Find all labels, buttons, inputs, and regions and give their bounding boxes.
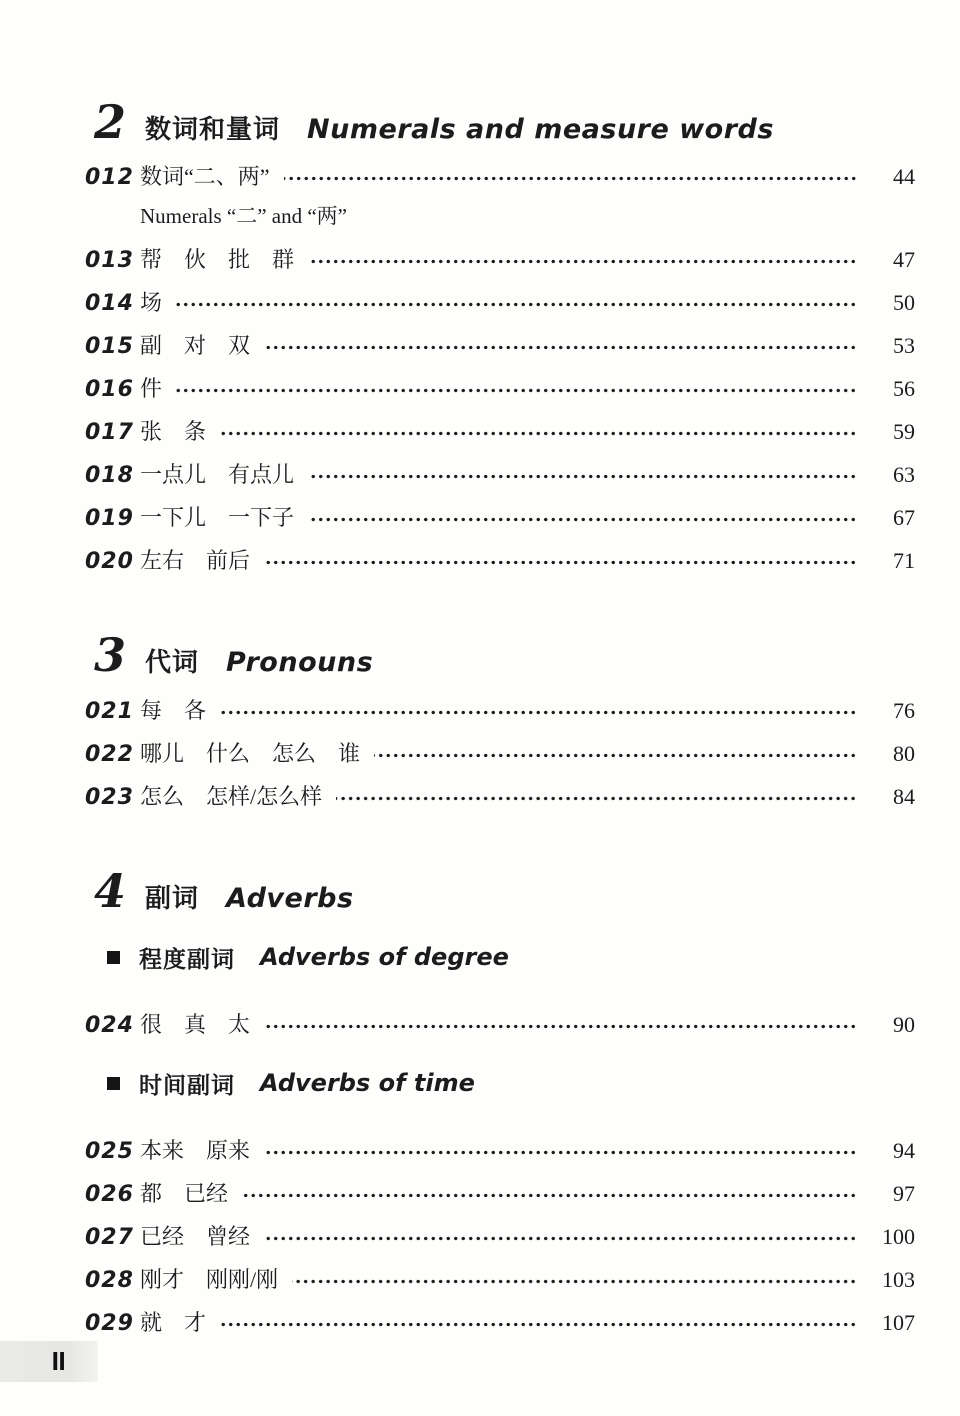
entry-title: 左右 前后 [140, 548, 251, 574]
entry-title: 都 已经 [140, 1180, 229, 1206]
entry-title: 副 对 双 [140, 333, 251, 359]
chapter-title-en: Adverbs [226, 882, 354, 914]
section-numerals [85, 95, 915, 577]
entry-title: 怎么 怎样/怎么样 [140, 783, 323, 809]
entry-page-number: 63 [893, 462, 915, 488]
entry-page-number: 44 [893, 164, 915, 190]
toc-entry [85, 1179, 915, 1210]
dot-leader [284, 173, 857, 184]
page-footer [0, 1341, 98, 1382]
entry-number: 017 [85, 420, 134, 446]
toc-entry [85, 1222, 915, 1253]
chapter-heading [85, 95, 915, 149]
entry-number: 026 [85, 1181, 134, 1207]
entry-page-number: 53 [893, 333, 915, 359]
chapter-title-en: Numerals and measure words [307, 114, 774, 145]
subsection-heading-degree [107, 941, 915, 974]
entry-number: 018 [85, 463, 134, 489]
subsection-title-en: Adverbs of time [260, 1069, 475, 1098]
toc-entry [85, 162, 915, 193]
subsection-title-zh: 时间副词 [139, 1072, 235, 1099]
toc-entry [85, 546, 915, 577]
toc-entry [85, 696, 915, 727]
toc-entry [85, 739, 915, 770]
subsection-title-zh: 程度副词 [139, 946, 235, 973]
dot-leader [308, 471, 857, 482]
entry-page-number: 103 [882, 1266, 915, 1292]
entry-number: 022 [85, 741, 134, 767]
toc-entry [85, 245, 915, 276]
entry-page-number: 80 [893, 740, 915, 766]
chapter-number: 2 [94, 95, 127, 149]
entry-title: 件 [140, 376, 163, 402]
chapter-title-en: Pronouns [226, 647, 374, 679]
entry-title: 哪儿 什么 怎么 谁 [140, 740, 361, 766]
dot-leader [264, 1147, 857, 1158]
entry-title: 场 [140, 290, 163, 316]
toc-entry [85, 1265, 915, 1296]
square-bullet-icon [107, 1077, 120, 1090]
entry-number: 021 [85, 698, 134, 724]
chapter-heading [85, 628, 915, 683]
entry-page-number: 71 [893, 548, 915, 574]
chapter-number: 3 [94, 628, 127, 683]
entry-page-number: 94 [893, 1137, 915, 1163]
entry-title: 已经 曾经 [140, 1223, 251, 1249]
entry-title: 一下儿 一下子 [140, 505, 295, 531]
entry-title: 就 才 [140, 1309, 207, 1335]
entry-number: 019 [85, 506, 134, 532]
entry-number: 014 [85, 291, 134, 317]
entry-title: 一点儿 有点儿 [140, 462, 295, 488]
entry-page-number: 100 [882, 1223, 915, 1249]
entry-page-number: 90 [893, 1011, 915, 1037]
square-bullet-icon [107, 951, 120, 964]
entry-page-number: 67 [893, 505, 915, 531]
entry-page-number: 84 [893, 783, 915, 809]
toc-entry [85, 374, 915, 405]
toc-entry [85, 417, 915, 448]
entry-page-number: 56 [893, 376, 915, 402]
entry-number: 027 [85, 1224, 134, 1250]
subsection-title-en: Adverbs of degree [260, 943, 509, 972]
entry-number: 016 [85, 377, 134, 403]
entry-number: 012 [85, 165, 134, 191]
entry-title: 本来 原来 [140, 1137, 251, 1163]
entry-title: 数词“二、两” [140, 164, 270, 190]
entry-number: 023 [85, 784, 134, 810]
dot-leader [264, 1233, 857, 1244]
toc-entry [85, 1136, 915, 1167]
toc-entry [85, 1010, 915, 1041]
toc-entry [85, 331, 915, 362]
toc-entry [85, 782, 915, 813]
entry-number: 028 [85, 1267, 134, 1293]
chapter-title-zh: 数词和量词 [145, 115, 281, 145]
chapter-heading [85, 863, 915, 918]
subsection-heading-time [107, 1067, 915, 1100]
section-pronouns [85, 628, 915, 812]
dot-leader [264, 557, 857, 568]
entry-number: 024 [85, 1012, 134, 1038]
dot-leader [176, 385, 857, 396]
toc-entry [85, 460, 915, 491]
chapter-title-zh: 副词 [145, 883, 200, 914]
entry-page-number: 50 [893, 290, 915, 316]
entry-number: 015 [85, 334, 134, 360]
entry-title: 张 条 [140, 419, 207, 445]
entry-number: 029 [85, 1310, 134, 1336]
dot-leader [264, 342, 857, 353]
toc-entry [85, 288, 915, 319]
entry-title: 帮 伙 批 群 [140, 247, 295, 273]
dot-leader [308, 256, 857, 267]
dot-leader [308, 514, 857, 525]
chapter-title-zh: 代词 [145, 648, 200, 679]
entry-page-number: 97 [893, 1180, 915, 1206]
entry-title: 很 真 太 [140, 1011, 251, 1037]
entry-page-number: 76 [893, 697, 915, 723]
dot-leader [292, 1276, 857, 1287]
entry-number: 020 [85, 549, 134, 575]
entry-page-number: 59 [893, 419, 915, 445]
entry-title: 每 各 [140, 697, 207, 723]
chapter-number: 4 [94, 863, 127, 918]
entry-number: 013 [85, 248, 134, 274]
section-adverbs [85, 863, 915, 1339]
dot-leader [374, 750, 857, 761]
dot-leader [220, 707, 857, 718]
toc-entry [85, 1308, 915, 1339]
dot-leader [176, 299, 857, 310]
dot-leader [220, 1319, 857, 1330]
footer-page-number: II [51, 1347, 66, 1376]
dot-leader [242, 1190, 857, 1201]
dot-leader [220, 428, 857, 439]
entry-page-number: 47 [893, 247, 915, 273]
entry-page-number: 107 [882, 1309, 915, 1335]
entry-number: 025 [85, 1138, 134, 1164]
entry-title: 刚才 刚刚/刚 [140, 1266, 279, 1292]
entry-subtitle: Numerals “二” and “两” [140, 204, 347, 229]
toc-entry [85, 503, 915, 534]
dot-leader [336, 793, 857, 804]
dot-leader [264, 1021, 857, 1032]
